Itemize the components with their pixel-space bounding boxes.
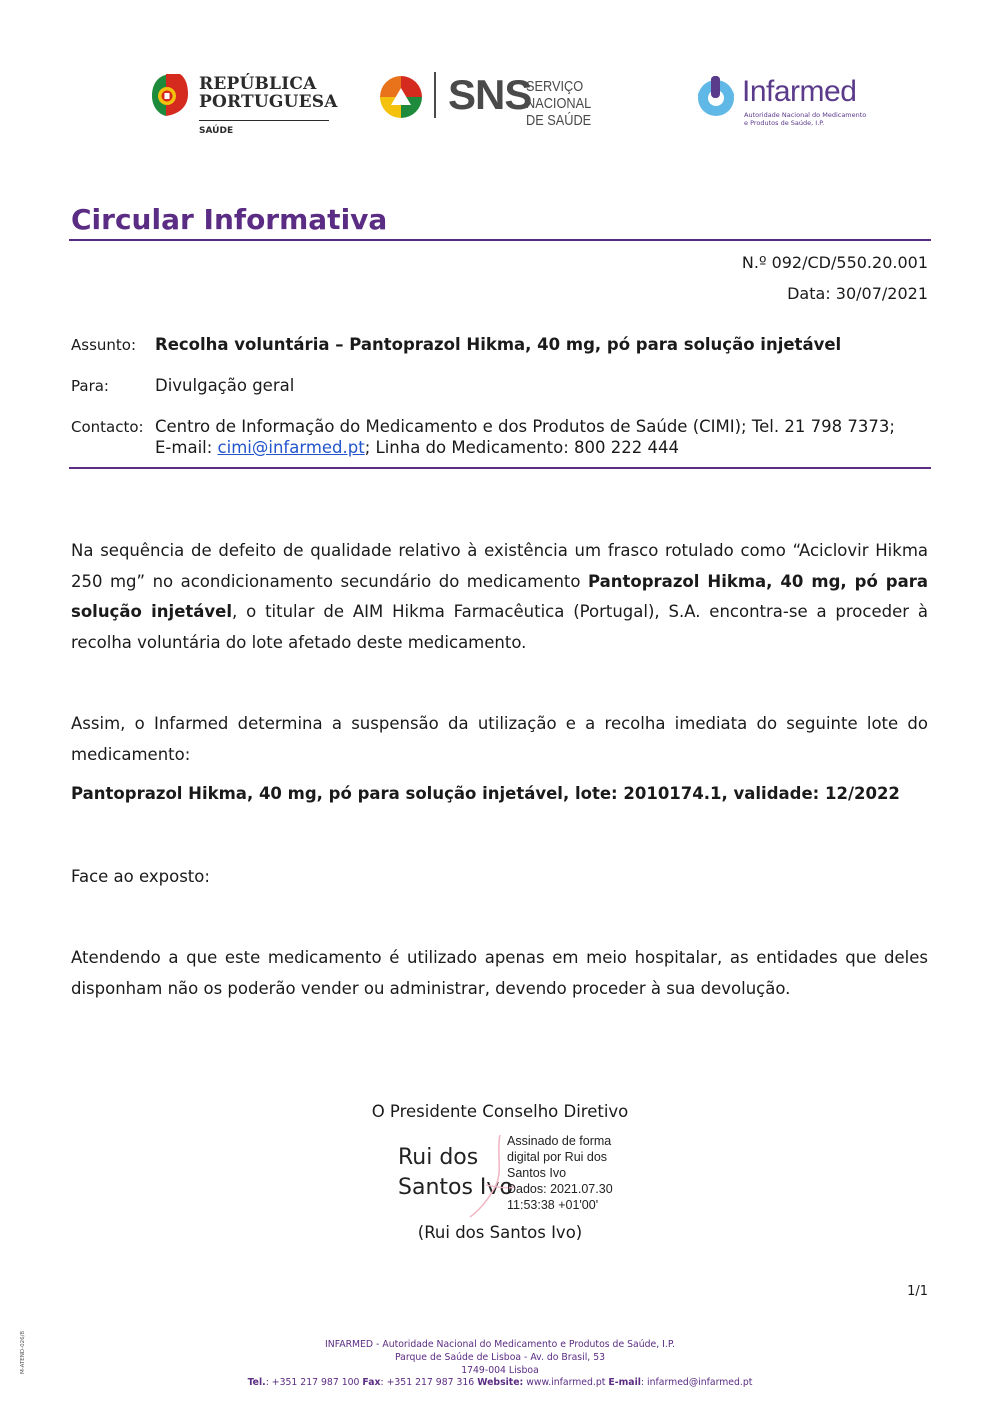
footer-fax-label: Fax: [362, 1377, 381, 1389]
contact-email-link[interactable]: cimi@infarmed.pt: [217, 438, 365, 457]
paragraph-4: Atendendo a que este medicamento é utilizado apenas em meio hospitalar, as entidades que deles disponham não os poderão vender ou administrar, devendo proceder à sua devolução.: [71, 948, 928, 998]
signature-detail-2: digital por Rui dos: [507, 1150, 608, 1164]
republica-emblem-icon: [150, 72, 190, 118]
footer-tel-value: : +351 217 987 100: [265, 1377, 360, 1389]
signature-detail-3: Santos Ivo: [507, 1166, 567, 1180]
contact-line1: Centro de Informação do Medicamento e dos Produtos de Saúde (CIMI); Tel. 21 798 7373;: [155, 417, 895, 436]
digital-signature: [396, 1133, 626, 1223]
signature-details: [507, 1133, 613, 1213]
signature-detail-1: Assinado de forma: [507, 1134, 612, 1148]
sns-line2: DE SAÚDE: [526, 112, 592, 129]
footer-web-label: Website:: [477, 1377, 524, 1389]
title-divider: [69, 239, 931, 241]
contact-line2: [155, 437, 935, 458]
paragraph-1-part-b: , o titular de AIM Hikma Farmacêutica (Portugal), S.A. encontra-se a proceder à recolha voluntária do lote afetado deste medicamento.: [71, 602, 928, 652]
sns-abbreviation: SNS: [448, 71, 532, 118]
paragraph-1-part-a: Na sequência de defeito de qualidade relativo à existência um frasco rotulado como “Aciclovir Hikma 250 mg” no acondicionamento secundário do medicamento: [71, 541, 928, 591]
infarmed-name: Infarmed: [742, 75, 857, 108]
signature-detail-4: Dados: 2021.07.30: [507, 1182, 613, 1196]
infarmed-subtitle: [744, 111, 866, 127]
footer-line1: INFARMED - Autoridade Nacional do Medicamento e Produtos de Saúde, I.P.: [325, 1339, 675, 1350]
paragraph-1-bold: Pantoprazol Hikma, 40 mg, pó para solução injetável: [71, 571, 928, 621]
footer-fax-value: : +351 217 987 316: [380, 1377, 475, 1389]
republica-divider: [199, 120, 329, 121]
signature-name-line2: Santos Ivo: [398, 1175, 513, 1200]
signature-title: O Presidente Conselho Diretivo: [371, 1102, 629, 1121]
republica-line2: PORTUGUESA: [199, 92, 338, 112]
paragraph-3: Face ao exposto:: [71, 867, 210, 886]
contact-line2-suffix: ; Linha do Medicamento: 800 222 444: [364, 438, 680, 457]
republica-portuguesa-logo: [150, 72, 340, 136]
meta-divider: [69, 467, 931, 469]
subject-value: Recolha voluntária – Pantoprazol Hikma, 40 mg, pó para solução injetável: [155, 335, 842, 354]
to-value: Divulgação geral: [155, 376, 295, 395]
footer-line3: 1749-004 Lisboa: [461, 1364, 539, 1376]
signatory-name: (Rui dos Santos Ivo): [417, 1223, 583, 1242]
lot-statement: Pantoprazol Hikma, 40 mg, pó para solução injetável, lote: 2010174.1, validade: 12/2022: [71, 784, 900, 803]
footer: [0, 1339, 1000, 1390]
sns-fullname: [526, 78, 630, 129]
header-logos: [0, 66, 1000, 146]
sns-logo: [378, 71, 648, 129]
footer-email-label: E-mail: [608, 1377, 641, 1389]
republica-line1: REPÚBLICA: [199, 74, 317, 94]
footer-email-value[interactable]: : infarmed@infarmed.pt: [640, 1377, 753, 1389]
sns-line1: SERVIÇO NACIONAL: [526, 78, 592, 112]
footer-contacts: [0, 1377, 1000, 1390]
document-title: Circular Informativa: [71, 203, 388, 236]
infarmed-sub2: e Produtos de Saúde, I.P.: [744, 119, 825, 127]
infarmed-emblem-icon: [694, 74, 738, 118]
to-label: Para:: [71, 377, 109, 395]
signature-name-line1: Rui dos: [398, 1145, 479, 1170]
republica-subtitle: SAÚDE: [199, 126, 234, 136]
republica-name: [199, 75, 338, 111]
contact-label: Contacto:: [71, 418, 144, 436]
contact-email-prefix: E-mail:: [155, 438, 218, 457]
sns-emblem-icon: [378, 74, 424, 120]
paragraph-1: [71, 536, 928, 658]
footer-tel-label: Tel.: [247, 1377, 266, 1389]
subject-label: Assunto:: [71, 336, 137, 354]
reference-number: N.º 092/CD/550.20.001: [741, 253, 928, 272]
paragraph-2: Assim, o Infarmed determina a suspensão da utilização e a recolha imediata do seguinte lote do medicamento:: [71, 714, 928, 764]
signature-detail-5: 11:53:38 +01'00': [507, 1198, 599, 1212]
form-code-text: M-ATEND-026/8: [20, 1331, 26, 1374]
footer-web-value[interactable]: www.infarmed.pt: [523, 1377, 606, 1389]
infarmed-sub1: Autoridade Nacional do Medicamento: [744, 111, 867, 119]
contact-value: [155, 416, 935, 458]
document-date: Data: 30/07/2021: [787, 284, 928, 303]
infarmed-logo: [694, 70, 874, 130]
footer-line2: Parque de Saúde de Lisboa - Av. do Brasil, 53: [394, 1351, 606, 1363]
sns-divider: [434, 72, 436, 118]
page-number: 1/1: [907, 1284, 928, 1299]
